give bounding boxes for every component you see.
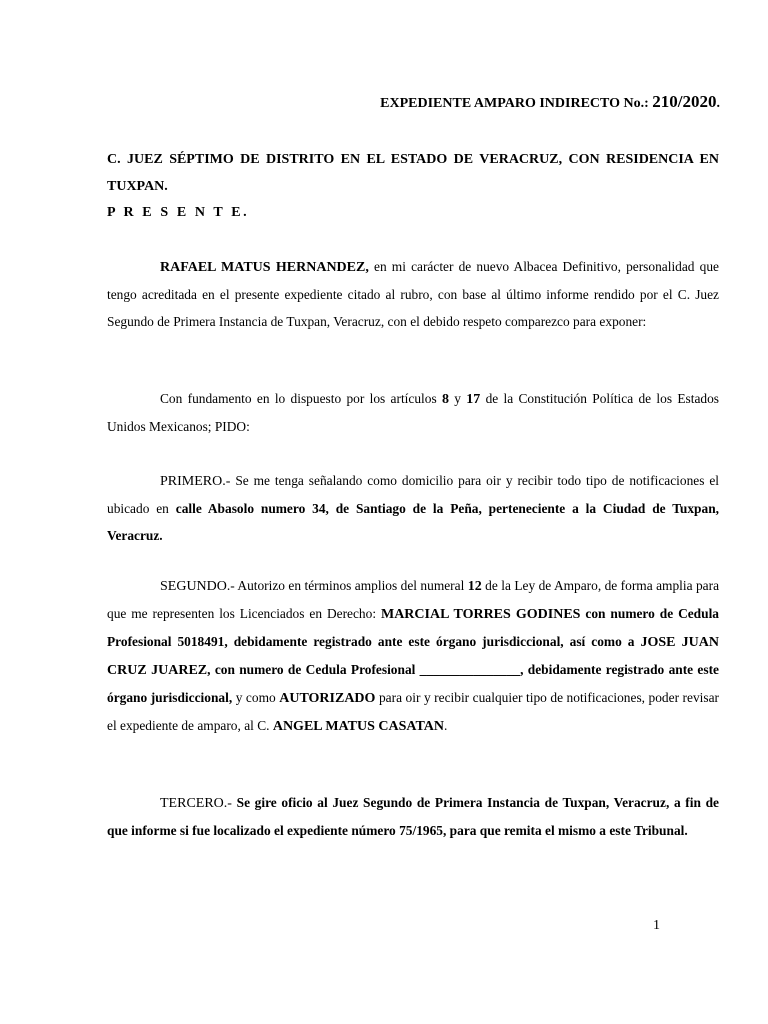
paragraph-primero [107, 467, 719, 549]
petitioner-name: RAFAEL MATUS HERNANDEZ, [160, 260, 369, 275]
introduction-text: en mi carácter de nuevo Albacea Definitivo, personalidad que tengo acreditada en el presente expediente citado al rubro, con base al último informe rendido por el C. Juez Segundo de Primera Instancia de Tuxpan, Veracruz, con el debido respeto comparezco para exponer: [107, 259, 719, 329]
tercero-text: Se gire oficio al Juez Segundo de Primera Instancia de Tuxpan, Veracruz, a fin de que informe si fue localizado el expediente número 75/1965, para que remita el mismo a este Tribunal. [107, 795, 719, 838]
page-number: 1 [653, 918, 660, 933]
lawyer-1-name: MARCIAL TORRES GODINES [380, 607, 581, 622]
segundo-text-4: para oir y recibir cualquier tipo de notificaciones, poder revisar el expediente de amparo, al C. [107, 690, 719, 733]
addressee-recipient: C. JUEZ SÉPTIMO DE DISTRITO EN EL ESTADO DE VERACRUZ, CON RESIDENCIA EN TUXPAN. [107, 152, 719, 194]
paragraph-tercero [107, 789, 719, 844]
segundo-text-3: y como [232, 690, 280, 705]
primero-text: Se me tenga señalando como domicilio para oir y recibir todo tipo de notificaciones el ubicado en [107, 473, 719, 516]
lawyer-2-name: JOSE JUAN CRUZ JUAREZ [107, 635, 719, 678]
segundo-text-1: .- Autorizo en términos amplios del numeral [226, 578, 468, 593]
lawyer-1-details: con numero de Cedula Profesional 5018491, debidamente registrado ante este órgano jurisdiccional, así como a [107, 606, 719, 649]
article-number-2: 17 [466, 392, 481, 407]
legal-basis-text-1: Con fundamento en lo dispuesto por los artículos [160, 391, 442, 406]
expediente-end: . [716, 96, 720, 111]
primero-address: calle Abasolo numero 34, de Santiago de la Peña, perteneciente a la Ciudad de Tuxpan, Veracruz. [107, 501, 719, 543]
autorizado-label: AUTORIZADO [279, 691, 376, 706]
paragraph-segundo [107, 572, 719, 740]
article-number-1: 8 [441, 392, 449, 407]
lawyer-2-details: , con numero de Cedula Profesional _______________, debidamente registrado ante este órgano jurisdiccional, [107, 662, 719, 705]
paragraph-introduction [107, 253, 719, 335]
authorized-person-name: ANGEL MATUS CASATAN [272, 719, 444, 734]
legal-basis-text-3: de la Constitución Política de los Estados Unidos Mexicanos; PIDO: [107, 391, 720, 434]
segundo-text-2: de la Ley de Amparo, de forma amplia para que me representen los Licenciados en Derecho: [107, 578, 720, 621]
presente-line: P R E S E N T E. [107, 205, 250, 220]
legal-basis-text-2: y [448, 391, 467, 406]
expediente-label: EXPEDIENTE AMPARO INDIRECTO No.: [380, 96, 649, 111]
paragraph-legal-basis [107, 385, 719, 440]
tercero-label: TERCERO.- [160, 796, 232, 811]
primero-label: PRIMERO.- [160, 474, 231, 489]
expediente-header [380, 92, 720, 112]
addressee-block [107, 147, 719, 227]
segundo-end: . [443, 718, 448, 733]
expediente-number: 210/2020 [652, 92, 717, 111]
numeral-number: 12 [467, 579, 482, 594]
segundo-label: SEGUNDO [160, 579, 227, 594]
